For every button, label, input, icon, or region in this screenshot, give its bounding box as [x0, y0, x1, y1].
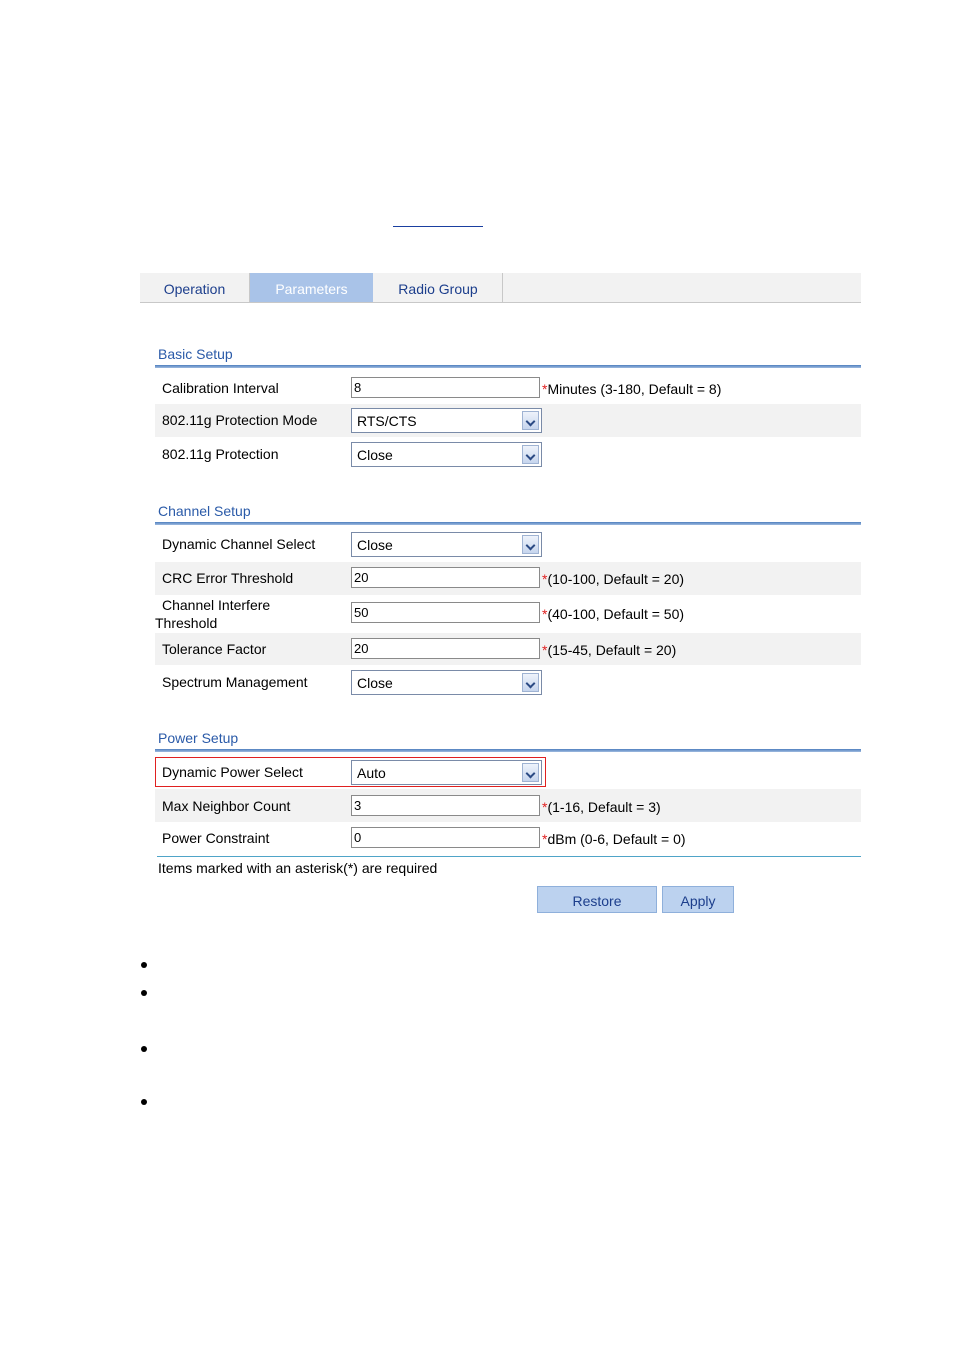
calibration-interval-input[interactable] — [351, 377, 540, 398]
restore-button[interactable]: Restore — [537, 886, 657, 913]
basic-setup-title: Basic Setup — [158, 346, 233, 362]
bullet-icon — [141, 1046, 147, 1052]
top-link-underline[interactable] — [393, 226, 483, 227]
max-neighbor-label: Max Neighbor Count — [162, 798, 291, 814]
dynamic-power-value: Auto — [357, 765, 386, 781]
tab-operation[interactable]: Operation — [163, 281, 226, 297]
protection-mode-label: 802.11g Protection Mode — [162, 412, 318, 428]
interfere-threshold-label: Channel Interfere Threshold — [155, 597, 271, 631]
interfere-threshold-hint: *(40-100, Default = 50) — [542, 606, 685, 622]
interfere-threshold-row — [155, 595, 861, 633]
bullet-icon — [141, 962, 147, 968]
calibration-interval-label: Calibration Interval — [162, 380, 279, 396]
spectrum-row — [155, 665, 861, 699]
power-constraint-row — [155, 822, 861, 855]
tab-separator — [502, 273, 503, 302]
tab-parameters[interactable]: Parameters — [250, 273, 373, 302]
protection-mode-value: RTS/CTS — [357, 413, 417, 429]
crc-threshold-hint: *(10-100, Default = 20) — [542, 571, 685, 587]
tab-bar — [140, 273, 861, 303]
power-constraint-input[interactable] — [351, 827, 540, 848]
section-divider — [155, 749, 861, 752]
tolerance-hint: *(15-45, Default = 20) — [542, 642, 677, 658]
max-neighbor-input[interactable] — [351, 795, 540, 816]
bullet-icon — [141, 1099, 147, 1105]
tab-radio-group[interactable]: Radio Group — [398, 281, 478, 297]
protection-mode-row — [155, 404, 861, 437]
interfere-threshold-input[interactable] — [351, 602, 540, 623]
crc-threshold-label: CRC Error Threshold — [162, 570, 294, 586]
spectrum-value: Close — [357, 675, 393, 691]
tolerance-input[interactable] — [351, 638, 540, 659]
chevron-down-icon[interactable] — [522, 445, 539, 464]
section-divider — [155, 365, 861, 368]
power-constraint-label: Power Constraint — [162, 830, 270, 846]
dynamic-channel-row — [155, 528, 861, 562]
calibration-interval-row — [155, 371, 861, 404]
max-neighbor-row — [155, 789, 861, 822]
power-constraint-hint: *dBm (0-6, Default = 0) — [542, 831, 686, 847]
required-note: Items marked with an asterisk(*) are required — [158, 860, 438, 876]
dynamic-channel-select[interactable] — [351, 532, 542, 557]
tolerance-row — [155, 633, 861, 665]
protection-select[interactable] — [351, 442, 542, 467]
chevron-down-icon[interactable] — [522, 535, 539, 554]
max-neighbor-hint: *(1-16, Default = 3) — [542, 799, 661, 815]
dynamic-power-highlight — [155, 757, 546, 787]
power-setup-title: Power Setup — [158, 730, 239, 746]
bullet-icon — [141, 990, 147, 996]
crc-threshold-row — [155, 562, 861, 595]
spectrum-label: Spectrum Management — [162, 674, 308, 690]
dynamic-channel-label: Dynamic Channel Select — [162, 536, 316, 552]
tolerance-label: Tolerance Factor — [162, 641, 267, 657]
crc-threshold-input[interactable] — [351, 567, 540, 588]
apply-button[interactable]: Apply — [662, 886, 734, 913]
chevron-down-icon[interactable] — [522, 411, 539, 430]
section-divider — [155, 522, 861, 525]
calibration-interval-hint: *Minutes (3-180, Default = 8) — [542, 381, 722, 397]
protection-label: 802.11g Protection — [162, 446, 279, 462]
protection-row — [155, 437, 861, 471]
protection-value: Close — [357, 447, 393, 463]
form-bottom-divider — [157, 856, 861, 857]
protection-mode-select[interactable] — [351, 408, 542, 433]
spectrum-select[interactable] — [351, 670, 542, 695]
channel-setup-title: Channel Setup — [158, 503, 251, 519]
chevron-down-icon[interactable] — [522, 673, 539, 692]
dynamic-channel-value: Close — [357, 537, 393, 553]
dynamic-power-label: Dynamic Power Select — [162, 764, 303, 780]
